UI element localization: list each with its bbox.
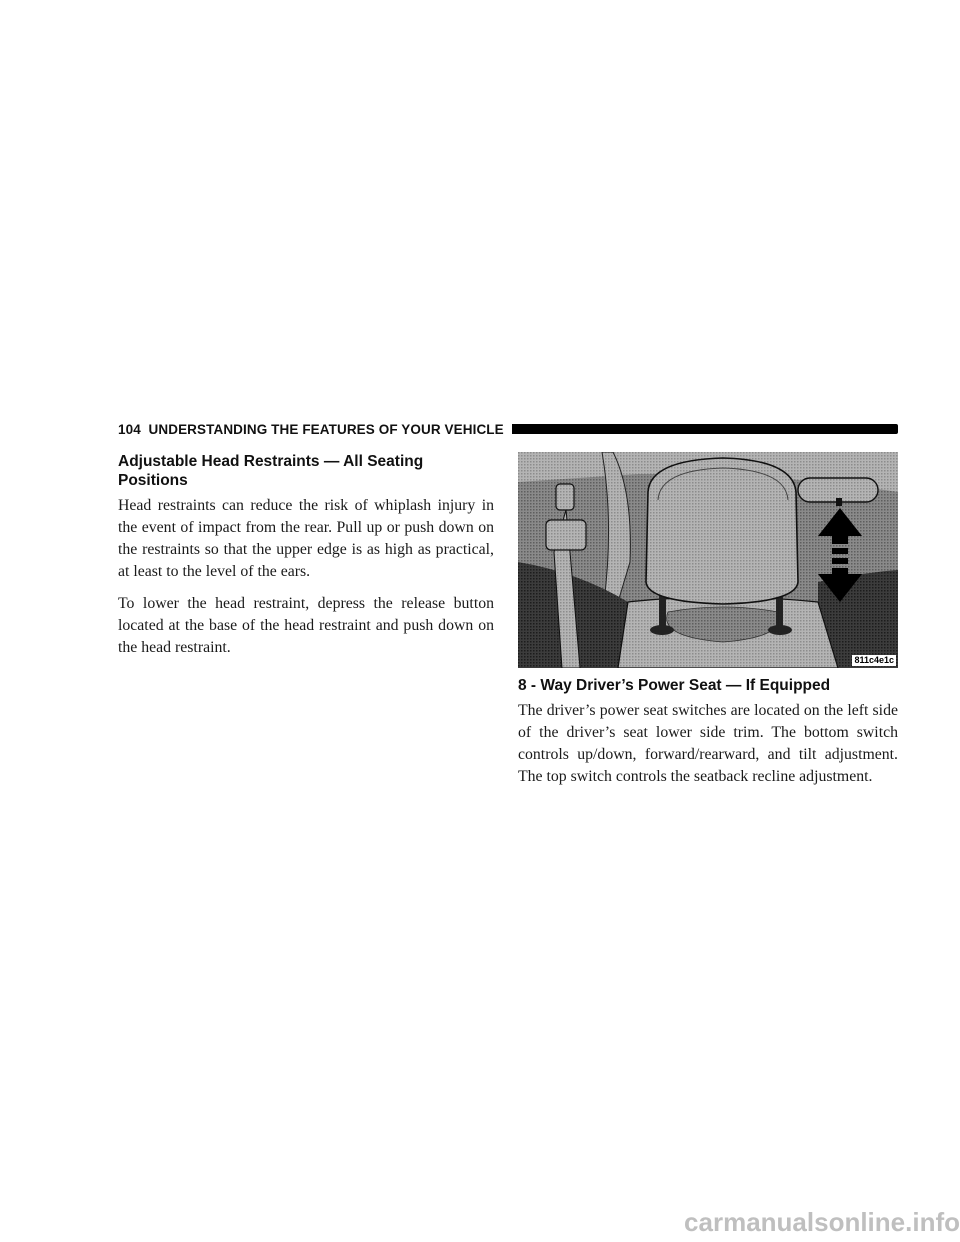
head-restraints-heading: Adjustable Head Restraints — All Seating Positions	[118, 453, 424, 489]
section-title: UNDERSTANDING THE FEATURES OF YOUR VEHICLE	[148, 421, 504, 437]
power-seat-paragraph: The driver’s power seat switches are located on the left side of the driver’s seat lower side trim. The bottom switch controls up/down, forward/rearward, and tilt adjustment. The top switch controls the seatback recline adjustment.	[518, 702, 898, 785]
head-restraints-paragraph-2: To lower the head restraint, depress the release button located at the base of the head restraint and push down on the head restraint.	[118, 595, 494, 656]
header-rule	[512, 424, 898, 434]
watermark: carmanualsonline.info	[684, 1207, 960, 1237]
head-restraint-drawing	[518, 452, 898, 668]
page-number: 104	[118, 421, 141, 437]
head-restraints-paragraph-1: Head restraints can reduce the risk of whiplash injury in the event of impact from the rear. Pull up or push down on the restraints so that the upper edge is as high as practical, at least to the level of the ears.	[118, 497, 494, 580]
figure-code: 811c4e1c	[854, 655, 894, 665]
page-header	[118, 420, 898, 438]
footer	[0, 1208, 960, 1242]
page-header-text	[118, 422, 504, 437]
left-column	[118, 452, 494, 669]
power-seat-heading: 8 - Way Driver’s Power Seat — If Equipped	[518, 677, 831, 694]
right-column	[518, 452, 898, 798]
head-restraint-illustration	[518, 452, 898, 668]
